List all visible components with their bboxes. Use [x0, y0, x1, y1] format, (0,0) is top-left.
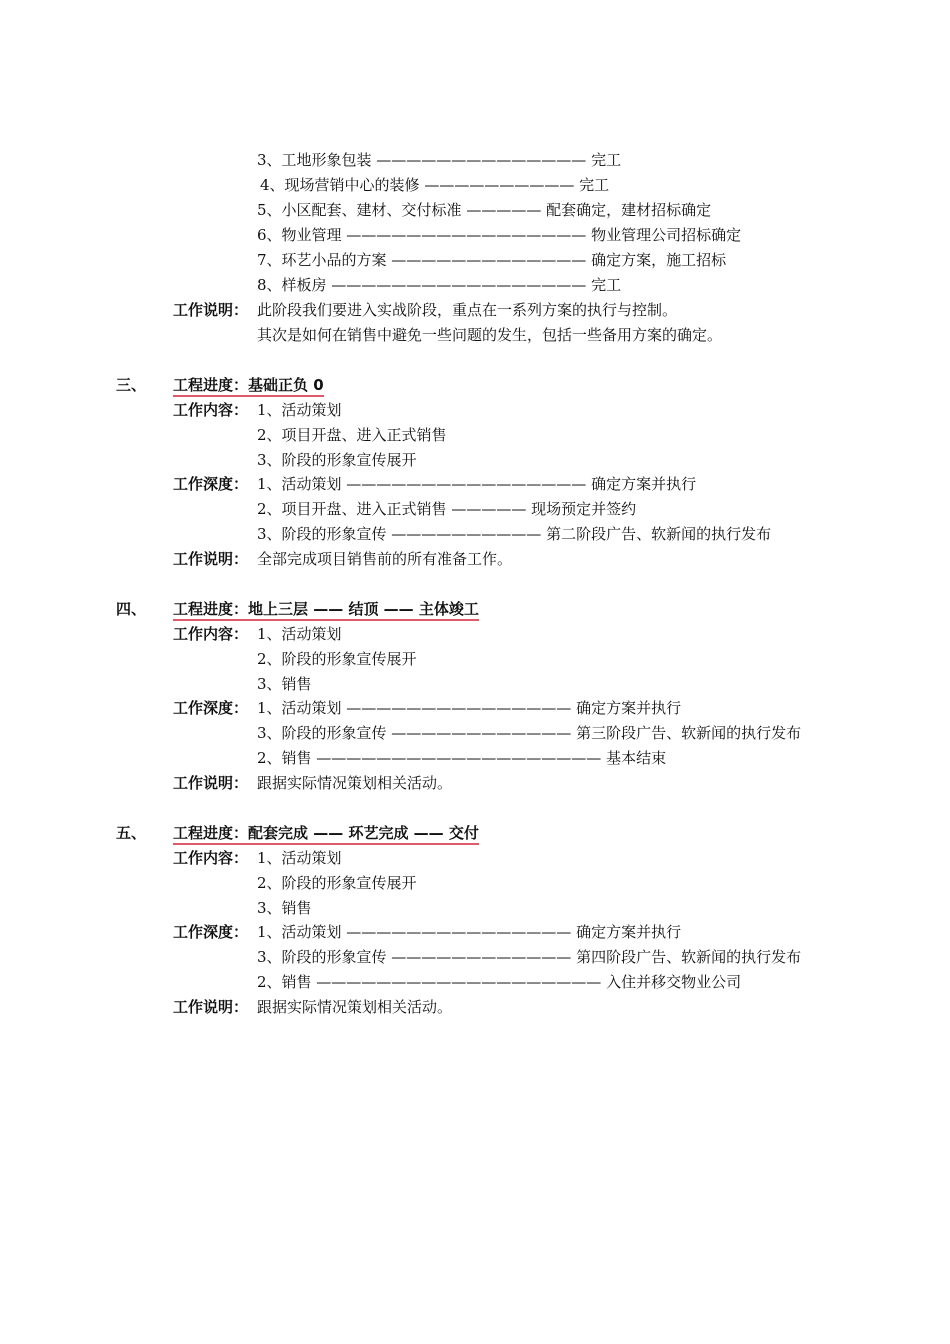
content-item: 2、阶段的形象宣传展开 — [257, 650, 417, 668]
section-number: 三、 — [116, 376, 147, 394]
content-item: 2、项目开盘、进入正式销售 — [257, 426, 447, 444]
section-title: 工程进度：基础正负 0 — [173, 375, 324, 397]
depth-item: 3、阶段的形象宣传 ———————————— 第三阶段广告、软新闻的执行发布 — [257, 724, 802, 742]
note-label: 工作说明： — [173, 301, 249, 319]
stage2-item: 5、小区配套、建材、交付标准 ————— 配套确定，建材招标确定 — [257, 201, 712, 219]
section-title: 工程进度：地上三层 —— 结顶 —— 主体竣工 — [173, 599, 479, 621]
stage2-item: 4、现场营销中心的装修 —————————— 完工 — [260, 176, 610, 194]
note-text: 跟据实际情况策划相关活动。 — [257, 774, 453, 792]
note-label: 工作说明： — [173, 550, 249, 568]
content-item: 1、活动策划 — [257, 401, 342, 419]
depth-label: 工作深度： — [173, 699, 249, 717]
depth-item: 2、项目开盘、进入正式销售 ————— 现场预定并签约 — [257, 500, 637, 518]
depth-item: 2、销售 ——————————————————— 入住并移交物业公司 — [257, 973, 742, 991]
content-item: 3、销售 — [257, 675, 312, 693]
content-label: 工作内容： — [173, 401, 249, 419]
section-number: 五、 — [116, 824, 147, 842]
content-item: 3、销售 — [257, 899, 312, 917]
depth-item: 1、活动策划 ——————————————— 确定方案并执行 — [257, 923, 682, 941]
depth-item: 2、销售 ——————————————————— 基本结束 — [257, 749, 667, 767]
note-label: 工作说明： — [173, 998, 249, 1016]
depth-item: 3、阶段的形象宣传 —————————— 第二阶段广告、软新闻的执行发布 — [257, 525, 772, 543]
note-text: 此阶段我们要进入实战阶段，重点在一系列方案的执行与控制。 — [257, 301, 678, 319]
depth-item: 3、阶段的形象宣传 ———————————— 第四阶段广告、软新闻的执行发布 — [257, 948, 802, 966]
content-item: 1、活动策划 — [257, 849, 342, 867]
note-text: 其次是如何在销售中避免一些问题的发生，包括一些备用方案的确定。 — [257, 326, 723, 344]
content-item: 3、阶段的形象宣传展开 — [257, 451, 417, 469]
content-item: 1、活动策划 — [257, 625, 342, 643]
content-item: 2、阶段的形象宣传展开 — [257, 874, 417, 892]
depth-label: 工作深度： — [173, 475, 249, 493]
note-text: 跟据实际情况策划相关活动。 — [257, 998, 453, 1016]
section-title: 工程进度：配套完成 —— 环艺完成 —— 交付 — [173, 823, 479, 845]
section-number: 四、 — [116, 600, 147, 618]
note-label: 工作说明： — [173, 774, 249, 792]
stage2-item: 7、环艺小品的方案 ————————————— 确定方案，施工招标 — [257, 251, 727, 269]
content-label: 工作内容： — [173, 625, 249, 643]
depth-item: 1、活动策划 ——————————————— 确定方案并执行 — [257, 699, 682, 717]
depth-item: 1、活动策划 ———————————————— 确定方案并执行 — [257, 475, 697, 493]
stage2-item: 6、物业管理 ———————————————— 物业管理公司招标确定 — [257, 226, 742, 244]
stage2-item: 8、样板房 ————————————————— 完工 — [257, 276, 622, 294]
depth-label: 工作深度： — [173, 923, 249, 941]
content-label: 工作内容： — [173, 849, 249, 867]
stage2-item: 3、工地形象包装 —————————————— 完工 — [257, 151, 622, 169]
note-text: 全部完成项目销售前的所有准备工作。 — [257, 550, 513, 568]
